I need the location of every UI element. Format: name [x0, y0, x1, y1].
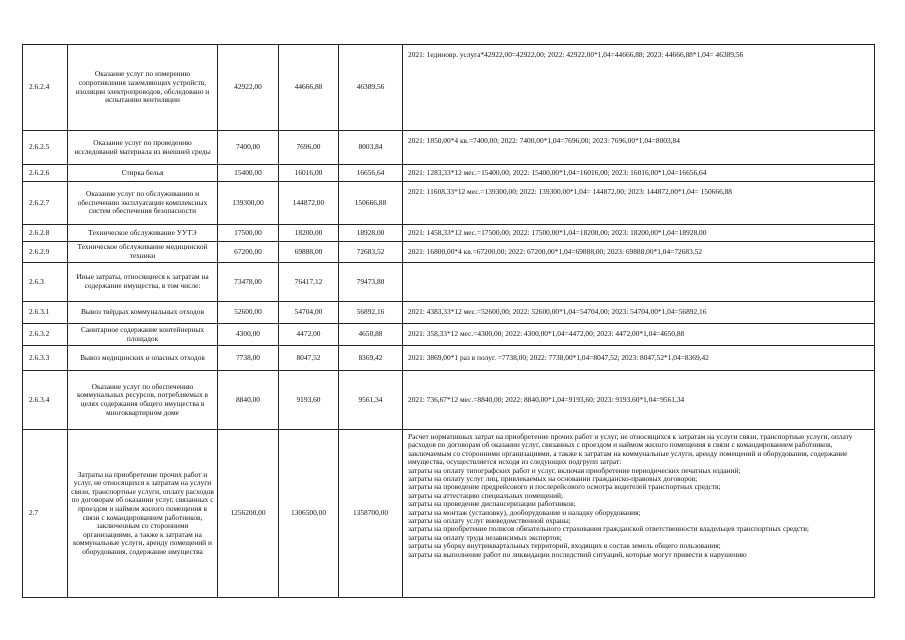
row-value-2022: 76417,12	[279, 263, 339, 302]
row-value-2023: 9561,34	[339, 371, 403, 430]
calc-line: затраты на оплату услуг лиц, привлекаемых на основании гражданско-правовых договоров;	[408, 474, 698, 484]
row-value-2023: 8003,84	[339, 131, 403, 165]
calc-line: затраты на проведение предрейсового и послерейсового осмотра водителей транспортных средств;	[408, 482, 721, 492]
row-name: Затраты на приобретение прочих работ и услуг, не относящихся к затратам на услуги связи, транспортные услуги, оплату расходов по договорам об оказании услуг, связанных с проездом и наймом жилого помещения в связи с командированием работников, заключенным со сторонними организациями, а также к затратам на коммунальные услуги, аренду помещений и оборудования, содержание имущества	[68, 430, 218, 598]
row-value-2023: 72683,52	[339, 242, 403, 263]
row-value-2021: 67200,00	[218, 242, 279, 263]
row-value-2022: 54704,00	[279, 302, 339, 324]
row-code: 2.6.3.1	[23, 302, 68, 324]
row-name: Оказание услуг по обслуживанию и обеспечению эксплуатации комплексных систем обеспечения безопасности	[68, 182, 218, 225]
calc-line: затраты на уборку внутриквартальных территорий, входящих в состав земель общего пользования;	[408, 541, 721, 551]
row-name: Техническое обслуживание медицинской техники	[68, 242, 218, 263]
row-value-2023: 79473,80	[339, 263, 403, 302]
calc-line: затраты на выполнение работ по ликвидации последствий ситуаций, которые могут привести к нарушению	[408, 549, 747, 559]
row-calculation: 2021: 1единовр. услуга*42922,00=42922,00; 2022: 42922,00*1,04=44666,88; 2023: 44666,88*1,04= 46389,56	[403, 45, 875, 131]
row-calculation: 2021: 1458,33*12 мес.=17500,00; 2022: 17500,00*1,04=18200,00; 2023: 18200,00*1,04=18928,00	[403, 225, 875, 242]
row-value-2021: 52600,00	[218, 302, 279, 324]
row-value-2022: 7696,00	[279, 131, 339, 165]
table-row	[23, 371, 875, 430]
row-name: Иные затраты, относящиеся к затратам на содержание имущества, в том числе:	[68, 263, 218, 302]
row-code: 2.6.3	[23, 263, 68, 302]
cost-table-page	[22, 44, 874, 598]
row-value-2022: 16016,00	[279, 165, 339, 182]
row-calculation	[403, 430, 875, 598]
row-calculation: 2021: 1283,33*12 мес.=15400,00; 2022: 15400,00*1,04=16016,00; 2023: 16016,00*1,04=16656,64	[403, 165, 875, 182]
calc-line: затраты на приобретение полисов обязательного страхования гражданской ответственности владельцев транспортных средств;	[408, 524, 809, 534]
calc-line: затраты на монтаж (установку), дооборудование и наладку оборудования;	[408, 507, 641, 517]
table-row	[23, 242, 875, 263]
row-name: Стирка белья	[68, 165, 218, 182]
row-value-2021: 7400,00	[218, 131, 279, 165]
row-value-2023: 56892,16	[339, 302, 403, 324]
row-code: 2.6.2.8	[23, 225, 68, 242]
row-value-2023: 1358700,00	[339, 430, 403, 598]
row-code: 2.6.2.4	[23, 45, 68, 131]
table-row	[23, 45, 875, 131]
row-name: Оказание услуг по проведению исследований материала из внешней среды	[68, 131, 218, 165]
row-name: Вывоз твёрдых коммунальных отходов	[68, 302, 218, 324]
cost-table	[22, 44, 875, 598]
row-value-2022: 18200,00	[279, 225, 339, 242]
row-code: 2.6.2.7	[23, 182, 68, 225]
table-row	[23, 263, 875, 302]
row-value-2021: 73478,00	[218, 263, 279, 302]
row-value-2022: 144872,00	[279, 182, 339, 225]
row-value-2023: 16656,64	[339, 165, 403, 182]
row-value-2022: 1306500,00	[279, 430, 339, 598]
row-value-2023: 18928,00	[339, 225, 403, 242]
row-value-2023: 4650,88	[339, 324, 403, 346]
calc-line: затраты на оплату типографских работ и услуг, включая приобретение периодических печатных изданий;	[408, 465, 741, 475]
row-code: 2.7	[23, 430, 68, 598]
row-name: Оказание услуг по измерению сопротивления заземляющих устройств, изоляции электропроводов, обследовано и испытанию вентиляции	[68, 45, 218, 131]
row-name: Вывоз медицинских и опасных отходов	[68, 346, 218, 371]
row-code: 2.6.3.2	[23, 324, 68, 346]
row-name: Техническое обслуживание УУТЭ	[68, 225, 218, 242]
table-row	[23, 182, 875, 225]
table-row	[23, 346, 875, 371]
row-value-2022: 69888,00	[279, 242, 339, 263]
row-calculation: 2021: 358,33*12 мес.=4300,00; 2022: 4300,00*1,04=4472,00; 2023: 4472,00*1,04=4650,88	[403, 324, 875, 346]
row-code: 2.6.3.4	[23, 371, 68, 430]
row-value-2021: 15400,00	[218, 165, 279, 182]
table-row	[23, 131, 875, 165]
calc-line: затраты на оплату труда независимых экспертов;	[408, 532, 562, 542]
row-code: 2.6.2.5	[23, 131, 68, 165]
row-value-2021: 4300,00	[218, 324, 279, 346]
row-value-2021: 42922,00	[218, 45, 279, 131]
row-name: Санитарное содержание контейнерных площадок	[68, 324, 218, 346]
table-row	[23, 225, 875, 242]
row-code: 2.6.3.3	[23, 346, 68, 371]
row-code: 2.6.2.6	[23, 165, 68, 182]
row-value-2021: 7738,00	[218, 346, 279, 371]
row-value-2021: 17500,00	[218, 225, 279, 242]
calc-line: затраты на аттестацию специальных помещений;	[408, 490, 564, 500]
table-row	[23, 430, 875, 598]
row-value-2021: 8840,00	[218, 371, 279, 430]
row-calculation: 2021: 736,67*12 мес.=8840,00; 2022: 8840,00*1,04=9193,60; 2023: 9193,60*1,04=9561,34	[403, 371, 875, 430]
row-calculation: 2021: 16800,00*4 кв.=67200,00; 2022: 67200,00*1,04=69888,00; 2023: 69888,00*1,04=72683,52	[403, 242, 875, 263]
table-row	[23, 324, 875, 346]
row-value-2022: 44666,88	[279, 45, 339, 131]
table-row	[23, 302, 875, 324]
row-calculation: 2021: 1850,00*4 кв.=7400,00; 2022: 7400,00*1,04=7696,00; 2023: 7696,00*1,04=8003,84	[403, 131, 875, 165]
row-name: Оказание услуг по обеспечению коммунальных ресурсов, потребляемых в целях содержания общего имущества в многоквартирном доме	[68, 371, 218, 430]
calc-line: затраты на проведение диспансеризации работников;	[408, 499, 576, 509]
row-value-2021: 1256200,00	[218, 430, 279, 598]
calc-line: Расчет нормативных затрат на приобретение прочих работ и услуг, не относящихся к затратам на услуги связи, транспортные услуги, оплату расходов по договорам об оказании услуг, связанных с проездом и наймом жилого помещения в связи с командированием работников, заключаемым со сторонними организациями, а также к затратам на коммунальные услуги, аренду помещений и оборудования, содержание имущества, осуществляется исходя из следующих подгрупп затрат:	[408, 432, 853, 467]
table-row	[23, 165, 875, 182]
row-value-2022: 8047,52	[279, 346, 339, 371]
row-value-2023: 46389,56	[339, 45, 403, 131]
row-code: 2.6.2.9	[23, 242, 68, 263]
row-value-2022: 9193,60	[279, 371, 339, 430]
row-calculation: 2021: 4383,33*12 мес.=52600,00; 2022: 52600,00*1,04=54704,00; 2023: 54704,00*1,04=56892,16	[403, 302, 875, 324]
row-value-2022: 4472,00	[279, 324, 339, 346]
row-calculation: 2021: 3869,00*1 раз в полуг. =7738,00; 2022: 7738,00*1,04=8047,52; 2023: 8047,52*1,04=8369,42	[403, 346, 875, 371]
calc-line: затраты на оплату услуг вневедомственной охраны;	[408, 516, 571, 526]
row-calculation: 2021: 11608,33*12 мес.=139300,00; 2022: 139300,00*1,04= 144872,00; 2023: 144872,00*1,04= 150666,88	[403, 182, 875, 225]
row-value-2021: 139300,00	[218, 182, 279, 225]
row-calculation	[403, 263, 875, 302]
row-value-2023: 8369,42	[339, 346, 403, 371]
row-value-2023: 150666,88	[339, 182, 403, 225]
